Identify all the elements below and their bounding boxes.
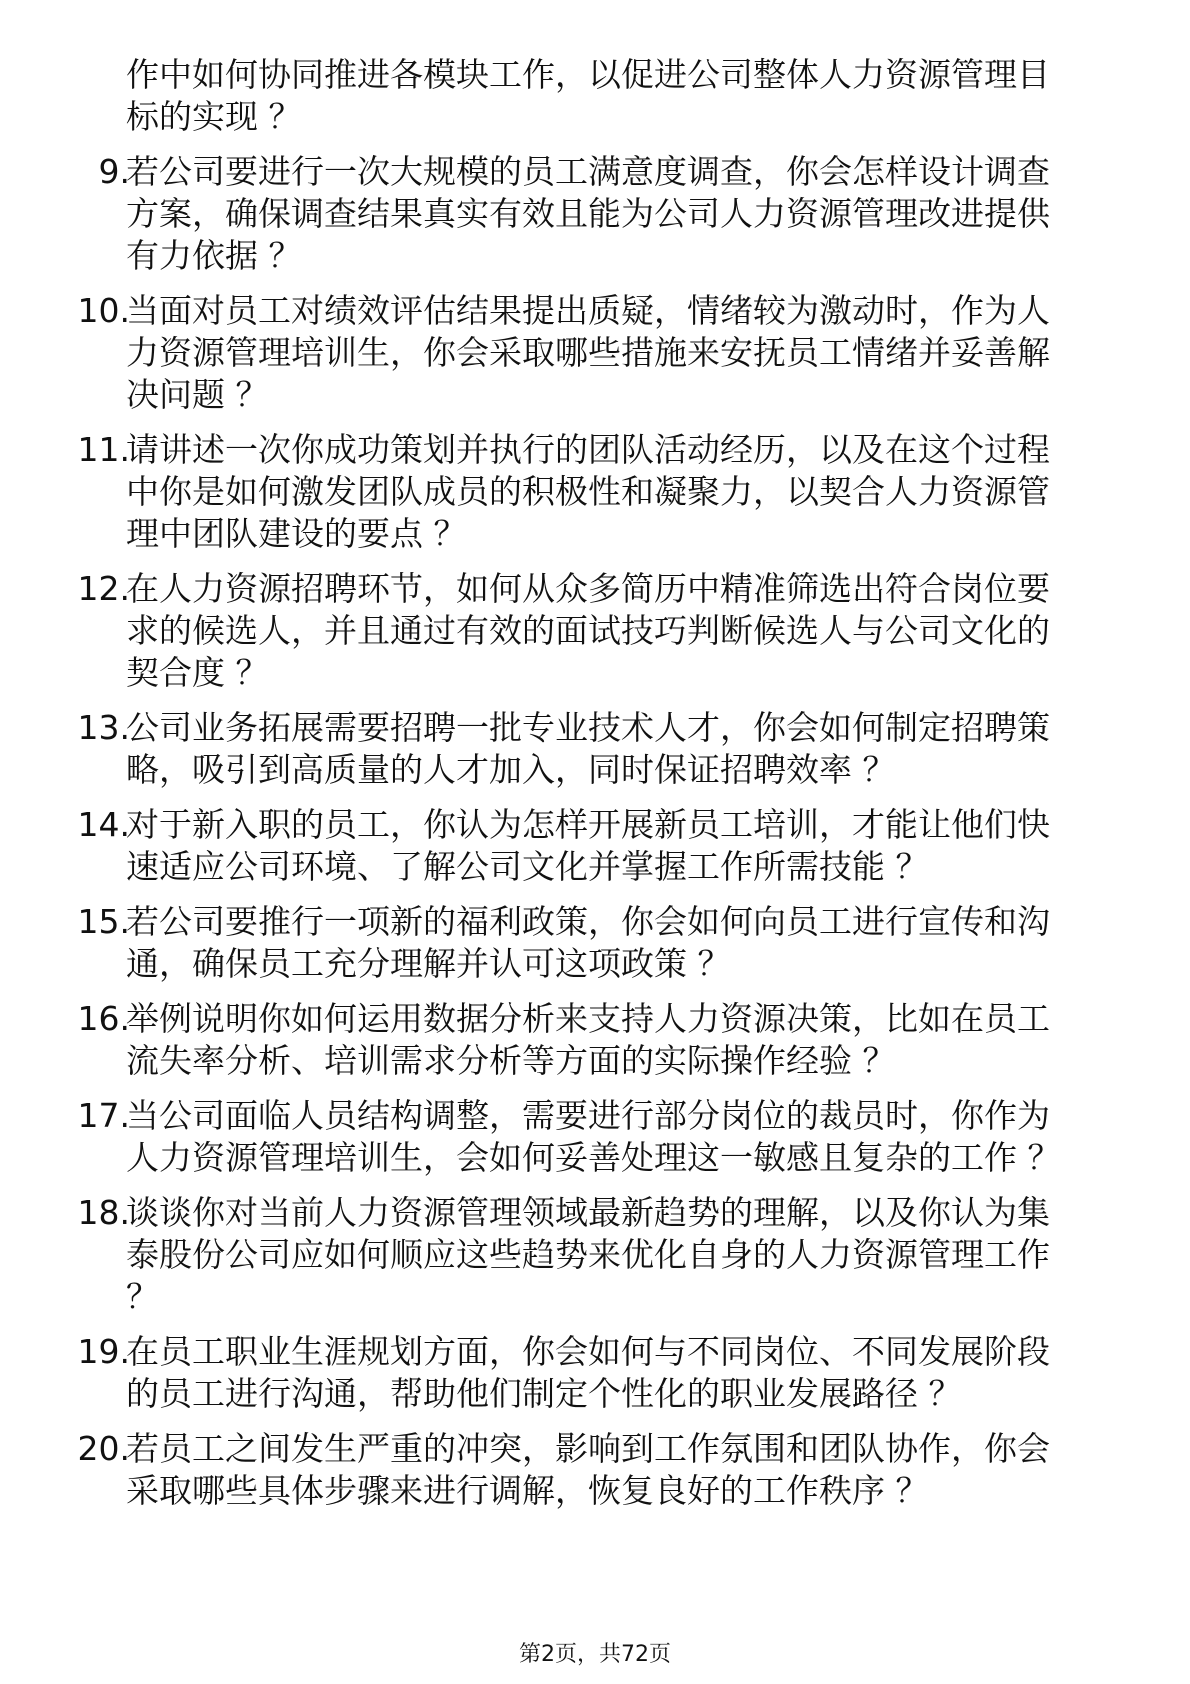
question-text [126, 1192, 1126, 1318]
question-text [126, 568, 1126, 694]
question-text-line: 方案，确保调查结果真实有效且能为公司人力资源管理改进提供 [126, 194, 1050, 233]
question-text-line: 当面对员工对绩效评估结果提出质疑，情绪较为激动时，作为人 [126, 291, 1050, 330]
question-item [0, 1428, 1190, 1512]
question-text [126, 901, 1126, 985]
question-text-line: 人力资源管理培训生，会如何妥善处理这一敏感且复杂的工作 ？ [126, 1138, 1061, 1177]
question-number: 15. [77, 902, 130, 941]
question-text-line: 理中团队建设的要点 ？ [126, 514, 467, 553]
question-item [0, 998, 1190, 1082]
question-text [126, 1428, 1126, 1512]
question-text-line: 若员工之间发生严重的冲突，影响到工作氛围和团队协作，你会 [126, 1429, 1050, 1468]
question-text-line: 标的实现 ？ [126, 97, 302, 136]
question-item [0, 1192, 1190, 1318]
question-text-line: 举例说明你如何运用数据分析来支持人力资源决策，比如在员工 [126, 999, 1050, 1038]
question-text-line: 流失率分析、培训需求分析等方面的实际操作经验 ？ [126, 1041, 896, 1080]
question-text-line: 在员工职业生涯规划方面，你会如何与不同岗位、不同发展阶段 [126, 1332, 1050, 1371]
question-text [126, 1095, 1126, 1179]
question-text-line: 在人力资源招聘环节，如何从众多简历中精准筛选出符合岗位要 [126, 569, 1050, 608]
question-number: 20. [77, 1429, 130, 1468]
question-number: 13. [77, 708, 130, 747]
question-text-line: ？ [126, 1277, 159, 1316]
question-text [126, 707, 1126, 791]
question-text-line: 当公司面临人员结构调整，需要进行部分岗位的裁员时，你作为 [126, 1096, 1050, 1135]
question-text [126, 54, 1126, 138]
question-item [0, 804, 1190, 888]
question-text [126, 998, 1126, 1082]
question-text [126, 429, 1126, 555]
question-number: 19. [77, 1332, 130, 1371]
question-text-line: 请讲述一次你成功策划并执行的团队活动经历，以及在这个过程 [126, 430, 1050, 469]
question-text [126, 151, 1126, 277]
question-item [0, 151, 1190, 277]
question-text [126, 1331, 1126, 1415]
question-text-line: 公司业务拓展需要招聘一批专业技术人才，你会如何制定招聘策 [126, 708, 1050, 747]
question-text-line: 决问题 ？ [126, 375, 269, 414]
question-text-line: 有力依据 ？ [126, 236, 302, 275]
question-text [126, 804, 1126, 888]
question-text-line: 采取哪些具体步骤来进行调解，恢复良好的工作秩序 ？ [126, 1471, 929, 1510]
question-item [0, 429, 1190, 555]
question-text-line: 的员工进行沟通，帮助他们制定个性化的职业发展路径 ？ [126, 1374, 962, 1413]
question-number: 10. [77, 291, 130, 330]
question-number: 12. [77, 569, 130, 608]
question-text-line: 泰股份公司应如何顺应这些趋势来优化自身的人力资源管理工作 [126, 1235, 1050, 1274]
question-text-line: 对于新入职的员工，你认为怎样开展新员工培训，才能让他们快 [126, 805, 1050, 844]
question-number: 9. [98, 152, 130, 191]
question-text-line: 速适应公司环境、了解公司文化并掌握工作所需技能 ？ [126, 847, 929, 886]
question-text-line: 谈谈你对当前人力资源管理领域最新趋势的理解，以及你认为集 [126, 1193, 1050, 1232]
page-footer: 第2页，共72页 [519, 1642, 671, 1667]
question-text [126, 290, 1126, 416]
question-text-line: 若公司要进行一次大规模的员工满意度调查，你会怎样设计调查 [126, 152, 1050, 191]
question-text-line: 力资源管理培训生，你会采取哪些措施来安抚员工情绪并妥善解 [126, 333, 1050, 372]
question-number: 14. [77, 805, 130, 844]
question-number: 18. [77, 1193, 130, 1232]
question-item [0, 290, 1190, 416]
question-item [0, 54, 1190, 138]
question-number: 11. [77, 430, 130, 469]
question-item [0, 1331, 1190, 1415]
question-text-line: 若公司要推行一项新的福利政策，你会如何向员工进行宣传和沟 [126, 902, 1050, 941]
question-item [0, 707, 1190, 791]
question-text-line: 作中如何协同推进各模块工作，以促进公司整体人力资源管理目 [126, 55, 1050, 94]
question-text-line: 契合度 ？ [126, 653, 269, 692]
question-item [0, 901, 1190, 985]
question-item [0, 568, 1190, 694]
question-text-line: 求的候选人，并且通过有效的面试技巧判断候选人与公司文化的 [126, 611, 1050, 650]
question-number: 16. [77, 999, 130, 1038]
question-text-line: 略，吸引到高质量的人才加入，同时保证招聘效率 ？ [126, 750, 896, 789]
question-text-line: 中你是如何激发团队成员的积极性和凝聚力，以契合人力资源管 [126, 472, 1050, 511]
question-item [0, 1095, 1190, 1179]
question-number: 17. [77, 1096, 130, 1135]
question-text-line: 通，确保员工充分理解并认可这项政策 ？ [126, 944, 731, 983]
